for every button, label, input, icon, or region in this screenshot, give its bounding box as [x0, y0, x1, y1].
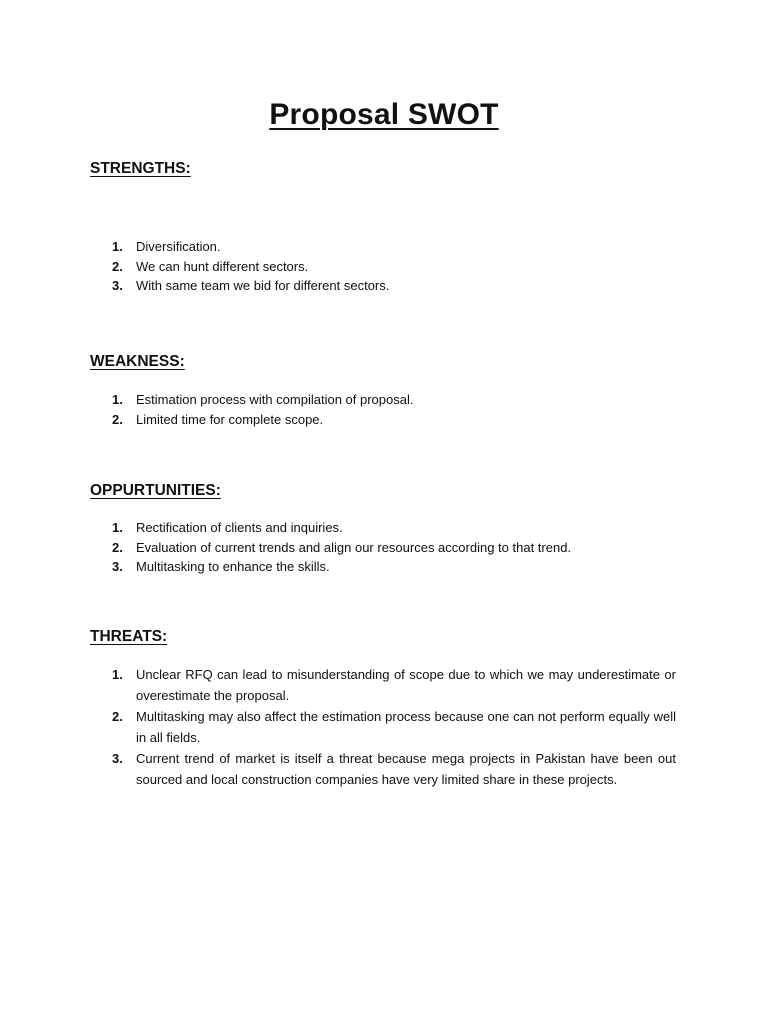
weakness-list — [0, 390, 768, 429]
list-item — [0, 538, 768, 558]
section-heading-opportunities: OPPURTUNITIES: — [90, 482, 221, 499]
list-item — [0, 557, 768, 577]
list-number: 1. — [112, 667, 123, 682]
list-number: 1. — [112, 520, 123, 535]
list-item-text: Estimation process with compilation of proposal. — [136, 392, 414, 407]
list-item-text: Diversification. — [136, 239, 221, 254]
list-item — [0, 518, 768, 538]
list-number: 2. — [112, 709, 123, 724]
list-number: 1. — [112, 239, 123, 254]
opportunities-list — [0, 518, 768, 577]
list-item — [0, 706, 768, 748]
list-item — [0, 664, 768, 706]
strengths-list — [0, 237, 768, 296]
list-item-text: Current trend of market is itself a threat because mega projects in Pakistan have been out sourced and local construction companies have very limited share in these projects. — [136, 751, 676, 787]
list-item-text: Rectification of clients and inquiries. — [136, 520, 343, 535]
list-item-text: Multitasking may also affect the estimation process because one can not perform equally well in all fields. — [136, 709, 676, 745]
list-item-text: Multitasking to enhance the skills. — [136, 559, 330, 574]
document-title: Proposal SWOT — [269, 98, 499, 131]
list-item — [0, 390, 768, 410]
list-item — [0, 748, 768, 790]
list-item-text: Unclear RFQ can lead to misunderstanding of scope due to which we may underestimate or overestimate the proposal. — [136, 667, 676, 703]
list-number: 3. — [112, 751, 123, 766]
list-item-text: With same team we bid for different sectors. — [136, 278, 390, 293]
list-number: 2. — [112, 411, 123, 427]
list-number: 1. — [112, 392, 123, 407]
threats-list — [0, 664, 768, 790]
list-number: 2. — [112, 258, 123, 274]
list-item — [0, 257, 768, 277]
section-heading-strengths: STRENGTHS: — [90, 160, 191, 177]
list-item — [0, 237, 768, 257]
list-item — [0, 276, 768, 296]
section-heading-weakness: WEAKNESS: — [90, 353, 185, 370]
list-item-text: We can hunt different sectors. — [136, 258, 309, 274]
list-number: 3. — [112, 278, 123, 293]
section-heading-threats: THREATS: — [90, 628, 168, 645]
list-item-text: Evaluation of current trends and align our resources according to that trend. — [136, 539, 572, 555]
list-item-text: Limited time for complete scope. — [136, 411, 324, 427]
list-number: 3. — [112, 559, 123, 574]
list-item — [0, 410, 768, 430]
list-number: 2. — [112, 539, 123, 555]
